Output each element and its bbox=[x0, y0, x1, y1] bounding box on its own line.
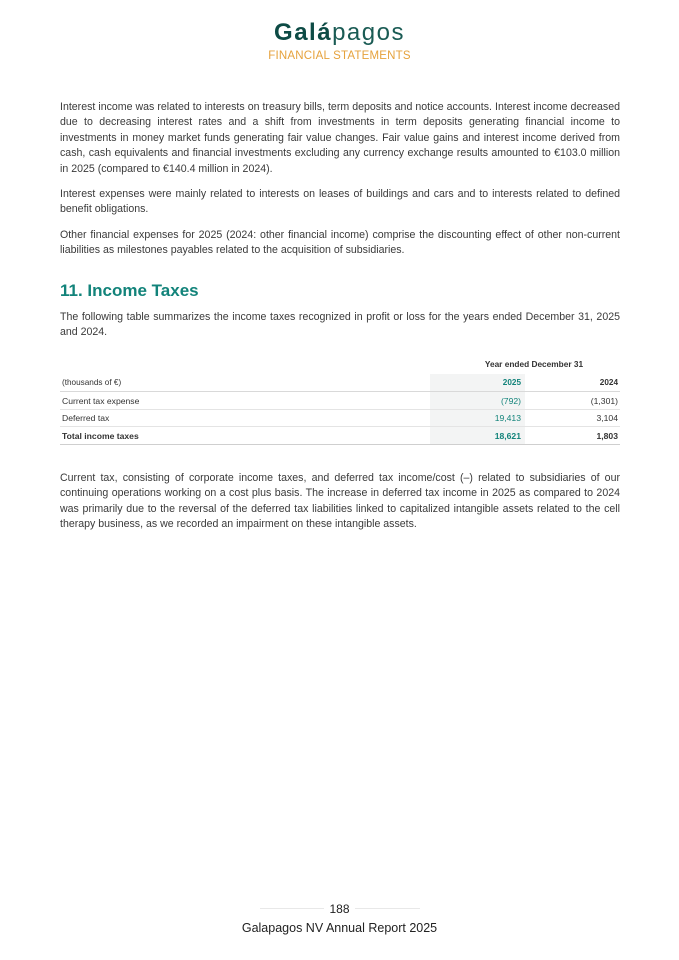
row-value-2024: (1,301) bbox=[525, 392, 620, 410]
row-label: Deferred tax bbox=[60, 409, 430, 427]
table-row bbox=[60, 409, 620, 427]
section-intro: The following table summarizes the income taxes recognized in profit or loss for the years ended December 31, 2025 and 2024. bbox=[60, 310, 620, 339]
income-taxes-table bbox=[60, 354, 620, 445]
total-label: Total income taxes bbox=[60, 427, 430, 445]
unit-label: (thousands of €) bbox=[60, 374, 430, 392]
report-title: Galapagos NV Annual Report 2025 bbox=[241, 921, 438, 935]
paragraph-interest-expenses: Interest expenses were mainly related to interests on leases of buildings and cars and to interests related to defined benefit obligations. bbox=[60, 188, 620, 216]
row-value-2024: 3,104 bbox=[525, 409, 620, 427]
table-header-row bbox=[60, 374, 620, 392]
total-value-2024: 1,803 bbox=[525, 427, 620, 445]
logo-light-part: pagos bbox=[332, 19, 405, 46]
logo-bold-part: Galá bbox=[274, 19, 333, 46]
page-header bbox=[0, 20, 679, 62]
table-group-header-row bbox=[60, 354, 620, 374]
page-footer bbox=[0, 902, 679, 935]
header-subtitle: FINANCIAL STATEMENTS bbox=[268, 50, 411, 62]
galapagos-logo bbox=[274, 20, 405, 46]
col-header-2024: 2024 bbox=[525, 374, 620, 392]
table-total-row bbox=[60, 427, 620, 445]
row-value-2025: 19,413 bbox=[430, 409, 525, 427]
paragraph-current-tax: Current tax, consisting of corporate income taxes, and deferred tax income/cost (–) related to subsidiaries of our continuing operations working on a cost plus basis. The increase in deferred tax income in 2025 as compared to 2024 was primarily due to the reversal of the deferred tax liabilities linked to capitalized intangible assets related to the cell therapy business, as we recorded an impairment on these intangible assets. bbox=[60, 471, 620, 531]
paragraph-interest-income: Interest income was related to interests on treasury bills, term deposits and notice accounts. Interest income decreased due to decreasing interest rates and a shift from investments in term deposits generating financial income to investments in money market funds generating fair value changes. Fair value gains and interest income derived from cash, cash equivalents and financial investments excluding any currency exchange results amounted to €103.0 million in 2025 (compared to €140.4 million in 2024). bbox=[60, 101, 620, 175]
total-value-2025: 18,621 bbox=[430, 427, 525, 445]
row-label: Current tax expense bbox=[60, 392, 430, 410]
row-value-2025: (792) bbox=[430, 392, 525, 410]
col-header-2025: 2025 bbox=[430, 374, 525, 392]
page-number bbox=[0, 902, 679, 916]
page-content bbox=[60, 100, 620, 533]
table-row bbox=[60, 392, 620, 410]
section-heading: 11. Income Taxes bbox=[60, 280, 199, 300]
paragraph-other-financial: Other financial expenses for 2025 (2024: other financial income) comprise the discounting effect of other non-current liabilities as milestones payables related to the acquisition of subsidiaries. bbox=[60, 228, 620, 257]
page-number-text: 188 bbox=[324, 902, 354, 916]
group-header: Year ended December 31 bbox=[484, 359, 584, 370]
